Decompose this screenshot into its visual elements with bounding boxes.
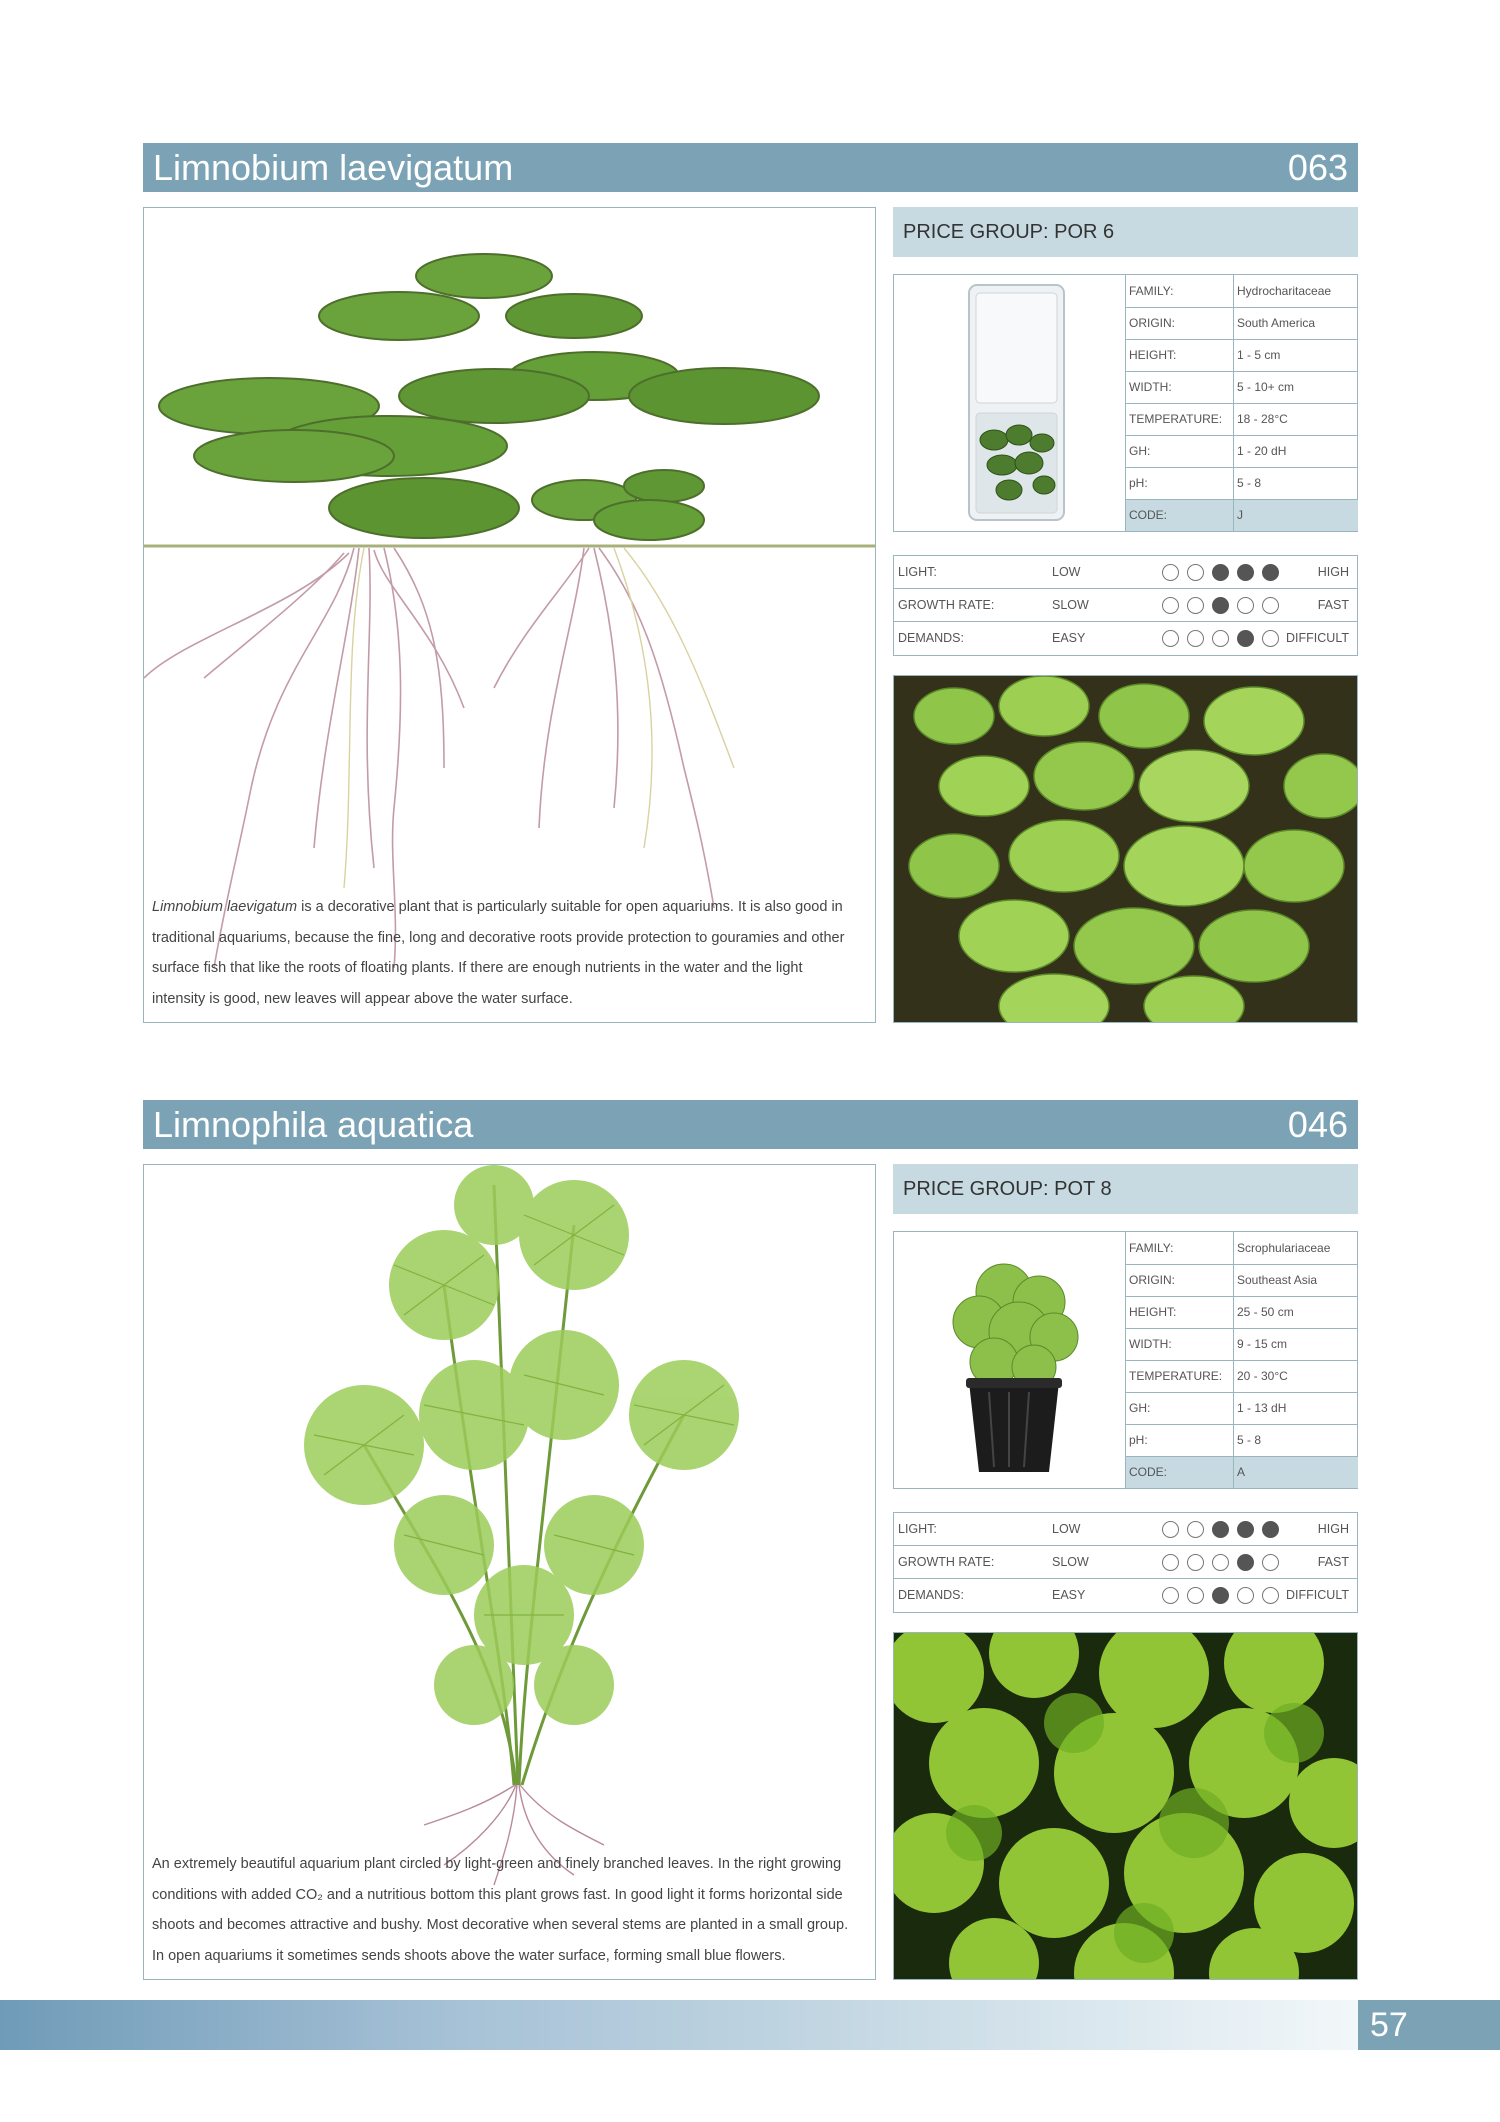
info-row: FAMILY: Scrophulariaceae — [1126, 1232, 1359, 1264]
rating-growth-rate: GROWTH RATE: SLOW FAST — [894, 589, 1357, 622]
rating-dots — [1162, 597, 1279, 614]
rating-dot-empty — [1212, 630, 1229, 647]
info-row: WIDTH: 9 - 15 cm — [1126, 1328, 1359, 1360]
plant-info-panel — [893, 1231, 1358, 1489]
plant-info-table — [1125, 275, 1358, 531]
rating-dot-empty — [1262, 597, 1279, 614]
plant-number: 063 — [1287, 146, 1348, 188]
info-row: GH: 1 - 20 dH — [1126, 435, 1359, 467]
rating-dot-empty — [1162, 630, 1179, 647]
plant-description: Limnobium laevigatum is a decorative plant that is particularly suitable for open aquariums. It is also good in traditional aquariums, because the fine, long and decorative roots provide protection to gouramies and other surface fish that like the roots of floating plants. If there are enough nutrients in the water and the light intensity is good, new leaves will appear above the water surface. — [152, 899, 845, 1007]
info-row: TEMPERATURE: 20 - 30°C — [1126, 1360, 1359, 1392]
plant-name: Limnophila aquatica — [153, 1103, 474, 1145]
info-row: pH: 5 - 8 — [1126, 1424, 1359, 1456]
limnophila-photo — [894, 1633, 1358, 1980]
plant-description: An extremely beautiful aquarium plant circled by light-green and finely branched leaves. In the right growing conditions with added CO₂ and a nutritious bottom this plant grows fast. In good light it forms horizontal side shoots and becomes attractive and bushy. Most decorative when several stems are planted in a small group. In open aquariums it sometimes sends shoots above the water surface, forming small blue flowers. — [152, 1856, 849, 1964]
rating-dot-filled — [1262, 564, 1279, 581]
rating-dot-filled — [1212, 564, 1229, 581]
rating-dot-empty — [1212, 1554, 1229, 1571]
plant-entry-limnophila — [143, 1100, 1358, 1980]
rating-dot-filled — [1237, 630, 1254, 647]
rating-dots — [1162, 1587, 1279, 1604]
plant-title-bar — [143, 143, 1358, 192]
info-row: pH: 5 - 8 — [1126, 467, 1359, 499]
info-row: GH: 1 - 13 dH — [1126, 1392, 1359, 1424]
rating-dot-empty — [1187, 1587, 1204, 1604]
rating-dot-empty — [1187, 597, 1204, 614]
plant-number: 046 — [1287, 1103, 1348, 1145]
rating-dot-empty — [1187, 630, 1204, 647]
info-row: WIDTH: 5 - 10+ cm — [1126, 371, 1359, 403]
rating-dot-filled — [1212, 1587, 1229, 1604]
info-row-code: CODE: A — [1126, 1456, 1359, 1488]
info-row: HEIGHT: 25 - 50 cm — [1126, 1296, 1359, 1328]
care-ratings — [893, 555, 1358, 656]
plant-name: Limnobium laevigatum — [153, 146, 514, 188]
page-number: 57 — [1358, 2000, 1500, 2050]
rating-dot-empty — [1237, 597, 1254, 614]
price-group: PRICE GROUP: POT 8 — [893, 1164, 1358, 1214]
floating-leaves-photo — [894, 676, 1358, 1023]
rating-dot-filled — [1237, 1521, 1254, 1538]
plant-illustration-panel — [143, 207, 876, 1023]
rating-dot-empty — [1262, 1554, 1279, 1571]
rating-dot-filled — [1237, 1554, 1254, 1571]
rating-light: LIGHT: LOW HIGH — [894, 1513, 1357, 1546]
rating-dot-empty — [1187, 1521, 1204, 1538]
rating-dot-filled — [1262, 1521, 1279, 1538]
rating-dot-empty — [1187, 564, 1204, 581]
price-group: PRICE GROUP: POR 6 — [893, 207, 1358, 257]
plant-photo — [893, 1632, 1358, 1980]
rating-growth-rate: GROWTH RATE: SLOW FAST — [894, 1546, 1357, 1579]
plant-info-panel — [893, 274, 1358, 532]
rating-dot-empty — [1162, 1554, 1179, 1571]
rating-dots — [1162, 564, 1279, 581]
rating-dots — [1162, 1554, 1279, 1571]
info-row: TEMPERATURE: 18 - 28°C — [1126, 403, 1359, 435]
rating-dot-empty — [1162, 597, 1179, 614]
rating-demands: DEMANDS: EASY DIFFICULT — [898, 631, 1349, 645]
rating-dot-empty — [1162, 1521, 1179, 1538]
rating-dot-empty — [1187, 1554, 1204, 1571]
rating-dots — [1162, 1521, 1279, 1538]
rating-dot-empty — [1262, 630, 1279, 647]
footer-band — [0, 2000, 1500, 2050]
info-row-code: CODE: J — [1126, 499, 1359, 531]
potted-plant-image — [894, 1232, 1125, 1488]
plant-title-bar — [143, 1100, 1358, 1149]
rating-demands: DEMANDS: EASY DIFFICULT — [898, 1588, 1349, 1602]
plant-package-image — [894, 275, 1125, 531]
rating-dot-filled — [1212, 1521, 1229, 1538]
info-row: ORIGIN: Southeast Asia — [1126, 1264, 1359, 1296]
rating-dot-filled — [1212, 597, 1229, 614]
rating-dot-empty — [1162, 564, 1179, 581]
rating-dot-empty — [1237, 1587, 1254, 1604]
rating-dot-filled — [1237, 564, 1254, 581]
rating-dot-empty — [1262, 1587, 1279, 1604]
info-row: HEIGHT: 1 - 5 cm — [1126, 339, 1359, 371]
info-row: ORIGIN: South America — [1126, 307, 1359, 339]
plant-info-table — [1125, 1232, 1358, 1488]
rating-light: LIGHT: LOW HIGH — [894, 556, 1357, 589]
plant-entry-limnobium — [143, 143, 1358, 1023]
rating-dots — [1162, 630, 1279, 647]
rating-dot-empty — [1162, 1587, 1179, 1604]
care-ratings — [893, 1512, 1358, 1613]
plant-illustration-panel — [143, 1164, 876, 1980]
plant-photo — [893, 675, 1358, 1023]
info-row: FAMILY: Hydrocharitaceae — [1126, 275, 1359, 307]
